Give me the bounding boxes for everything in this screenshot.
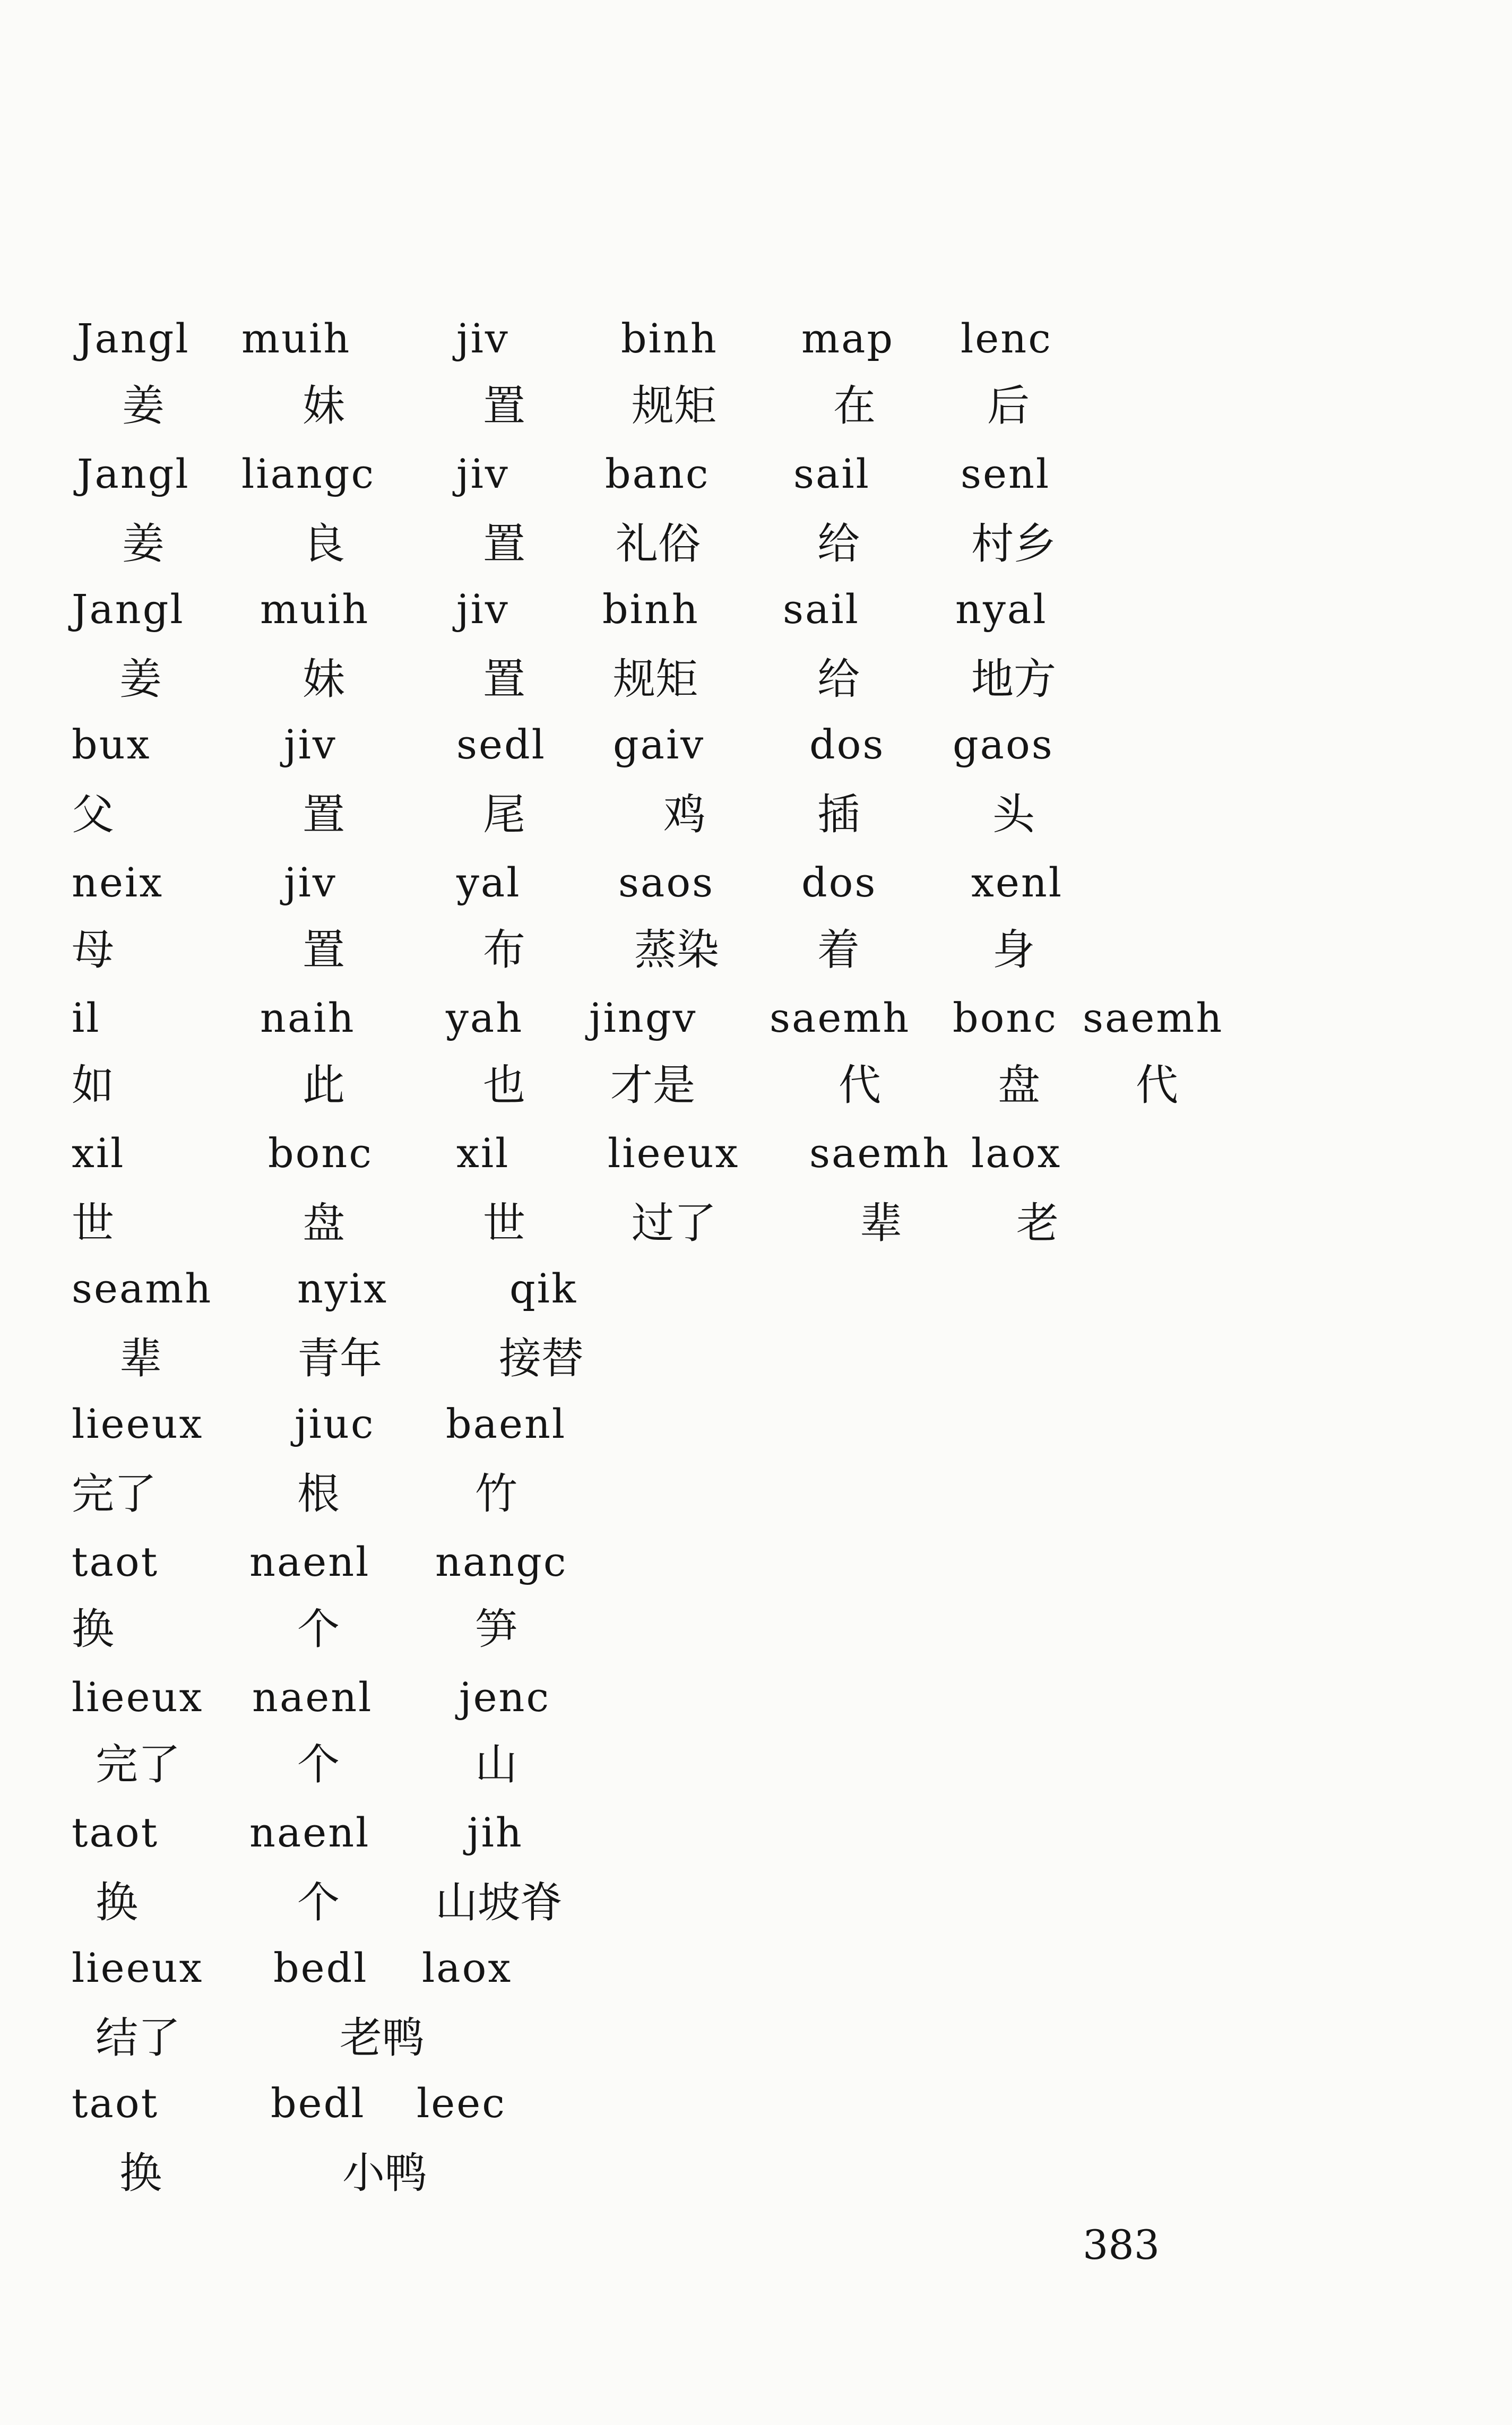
dong-word: nyal <box>955 585 1048 633</box>
chinese-gloss-word: 着 <box>817 925 860 974</box>
dong-word: lieeux <box>72 1673 204 1721</box>
dong-word: baenl <box>446 1400 567 1447</box>
dong-text-line <box>0 1400 1512 1462</box>
chinese-gloss-line <box>0 2013 1512 2075</box>
dong-word: neix <box>72 859 164 906</box>
chinese-gloss-word: 如 <box>72 1060 114 1110</box>
chinese-gloss-word: 换 <box>119 2148 162 2198</box>
chinese-gloss-word: 根 <box>297 1469 340 1518</box>
chinese-gloss-word: 村乡 <box>971 519 1056 568</box>
chinese-gloss-word: 置 <box>303 925 345 974</box>
dong-word: senl <box>961 450 1051 497</box>
chinese-gloss-word: 个 <box>297 1878 340 1927</box>
dong-word: lenc <box>961 315 1052 362</box>
chinese-gloss-word: 布 <box>483 925 525 974</box>
chinese-gloss-line <box>0 2148 1512 2211</box>
dong-word: jiv <box>284 859 337 906</box>
chinese-gloss-word: 规矩 <box>632 381 716 430</box>
chinese-gloss-word: 结了 <box>96 2013 180 2062</box>
dong-word: bedl <box>271 2079 366 2127</box>
chinese-gloss-word: 接替 <box>499 1334 584 1383</box>
dong-text-line <box>0 1673 1512 1736</box>
dong-text-line <box>0 994 1512 1056</box>
chinese-gloss-word: 也 <box>483 1060 525 1110</box>
chinese-gloss-word: 山 <box>475 1740 517 1789</box>
chinese-gloss-line <box>0 1740 1512 1802</box>
dong-word: saemh <box>770 994 911 1041</box>
dong-word: jih <box>467 1809 523 1856</box>
chinese-gloss-word: 头 <box>992 790 1035 839</box>
dong-word: muih <box>260 585 370 633</box>
dong-word: Jangl <box>72 585 185 633</box>
dong-text-line <box>0 859 1512 921</box>
chinese-gloss-line <box>0 519 1512 581</box>
chinese-gloss-line <box>0 1604 1512 1667</box>
dong-word: xil <box>72 1129 125 1177</box>
dong-word: taot <box>72 1538 159 1585</box>
dong-word: naenl <box>249 1809 370 1856</box>
dong-text-line <box>0 1944 1512 2006</box>
dong-word: il <box>72 994 101 1041</box>
chinese-gloss-word: 才是 <box>610 1060 695 1110</box>
chinese-gloss-word: 妹 <box>303 654 345 704</box>
chinese-gloss-word: 代 <box>839 1060 881 1110</box>
chinese-gloss-word: 父 <box>72 790 114 839</box>
chinese-gloss-line <box>0 381 1512 443</box>
dong-word: jiuc <box>295 1400 375 1447</box>
dong-word: saemh <box>1083 994 1224 1041</box>
dong-word: naenl <box>249 1538 370 1585</box>
chinese-gloss-word: 换 <box>72 1604 114 1654</box>
chinese-gloss-word: 礼俗 <box>616 519 701 568</box>
dong-text-line <box>0 1538 1512 1600</box>
dong-word: lieeux <box>72 1944 204 1991</box>
dong-text-line <box>0 721 1512 783</box>
chinese-gloss-line <box>0 1878 1512 1940</box>
chinese-gloss-word: 姜 <box>122 519 165 568</box>
dong-word: saemh <box>809 1129 951 1177</box>
chinese-gloss-word: 辈 <box>860 1198 902 1248</box>
dong-word: yal <box>456 859 521 906</box>
chinese-gloss-word: 鸡 <box>663 790 706 839</box>
chinese-gloss-word: 置 <box>303 790 345 839</box>
chinese-gloss-word: 世 <box>72 1198 114 1248</box>
dong-text-line <box>0 585 1512 648</box>
chinese-gloss-word: 尾 <box>483 790 525 839</box>
chinese-gloss-word: 盘 <box>998 1060 1040 1110</box>
dong-word: sail <box>793 450 870 497</box>
dong-word: binh <box>602 585 699 633</box>
dong-word: Jangl <box>77 450 190 497</box>
chinese-gloss-word: 良 <box>303 519 345 568</box>
chinese-gloss-word: 老鸭 <box>340 2013 425 2062</box>
dong-word: naih <box>260 994 356 1041</box>
chinese-gloss-word: 完了 <box>72 1469 157 1518</box>
dong-text-line <box>0 1265 1512 1327</box>
dong-word: muih <box>241 315 351 362</box>
dong-word: naenl <box>252 1673 373 1721</box>
chinese-gloss-line <box>0 1334 1512 1396</box>
dong-text-line <box>0 2079 1512 2142</box>
chinese-gloss-word: 此 <box>303 1060 345 1110</box>
chinese-gloss-word: 完了 <box>96 1740 180 1789</box>
chinese-gloss-word: 换 <box>96 1878 138 1927</box>
chinese-gloss-line <box>0 654 1512 717</box>
dong-word: jingv <box>589 994 697 1041</box>
dong-word: bonc <box>268 1129 373 1177</box>
dong-word: gaiv <box>613 721 705 768</box>
chinese-gloss-word: 青年 <box>297 1334 382 1383</box>
chinese-gloss-line <box>0 1060 1512 1123</box>
dong-word: sail <box>783 585 860 633</box>
chinese-gloss-word: 小鸭 <box>342 2148 427 2198</box>
chinese-gloss-word: 盘 <box>303 1198 345 1248</box>
dong-word: lieeux <box>72 1400 204 1447</box>
dong-word: dos <box>809 721 885 768</box>
chinese-gloss-word: 规矩 <box>613 654 698 704</box>
dong-word: taot <box>72 1809 159 1856</box>
dong-word: gaos <box>953 721 1054 768</box>
dong-word: sedl <box>456 721 546 768</box>
chinese-gloss-word: 给 <box>817 654 860 704</box>
dong-word: Jangl <box>77 315 190 362</box>
chinese-gloss-word: 代 <box>1136 1060 1178 1110</box>
chinese-gloss-word: 身 <box>992 925 1035 974</box>
chinese-gloss-word: 在 <box>833 381 876 430</box>
dong-word: lieeux <box>608 1129 740 1177</box>
chinese-gloss-word: 地方 <box>971 654 1056 704</box>
dong-word: xil <box>456 1129 510 1177</box>
dong-word: bonc <box>953 994 1058 1041</box>
chinese-gloss-word: 老 <box>1016 1198 1059 1248</box>
dong-word: bux <box>72 721 151 768</box>
dong-word: liangc <box>241 450 376 497</box>
chinese-gloss-word: 妹 <box>303 381 345 430</box>
dong-word: jiv <box>456 315 509 362</box>
chinese-gloss-word: 辈 <box>119 1334 162 1383</box>
dong-word: jiv <box>284 721 337 768</box>
chinese-gloss-word: 给 <box>817 519 860 568</box>
dong-word: xenl <box>971 859 1064 906</box>
dong-text-line <box>0 315 1512 377</box>
dong-word: jiv <box>456 585 509 633</box>
chinese-gloss-word: 姜 <box>122 381 165 430</box>
dong-word: taot <box>72 2079 159 2127</box>
dong-word: laox <box>971 1129 1062 1177</box>
chinese-gloss-word: 个 <box>297 1604 340 1654</box>
dong-word: bedl <box>273 1944 368 1991</box>
chinese-gloss-word: 置 <box>483 381 525 430</box>
dong-word: nyix <box>297 1265 388 1312</box>
chinese-gloss-word: 后 <box>987 381 1030 430</box>
dong-word: seamh <box>72 1265 213 1312</box>
chinese-gloss-line <box>0 925 1512 987</box>
chinese-gloss-word: 竹 <box>475 1469 517 1518</box>
chinese-gloss-word: 姜 <box>119 654 162 704</box>
chinese-gloss-word: 母 <box>72 925 114 974</box>
dong-word: leec <box>417 2079 506 2127</box>
dong-word: map <box>801 315 895 362</box>
dong-word: banc <box>605 450 710 497</box>
chinese-gloss-word: 过了 <box>632 1198 716 1248</box>
dong-text-line <box>0 1129 1512 1192</box>
dong-text-line <box>0 1809 1512 1871</box>
chinese-gloss-word: 山坡脊 <box>435 1878 563 1927</box>
chinese-gloss-line <box>0 1469 1512 1531</box>
chinese-gloss-word: 置 <box>483 519 525 568</box>
chinese-gloss-word: 世 <box>483 1198 525 1248</box>
chinese-gloss-word: 插 <box>817 790 860 839</box>
chinese-gloss-line <box>0 790 1512 852</box>
chinese-gloss-word: 蒸染 <box>634 925 719 974</box>
chinese-gloss-word: 置 <box>483 654 525 704</box>
dong-word: nangc <box>435 1538 568 1585</box>
chinese-gloss-word: 个 <box>297 1740 340 1789</box>
dong-word: yah <box>446 994 524 1041</box>
chinese-gloss-line <box>0 1198 1512 1261</box>
dong-word: saos <box>618 859 715 906</box>
dong-word: dos <box>801 859 877 906</box>
dong-text-line <box>0 450 1512 512</box>
dong-word: laox <box>422 1944 513 1991</box>
dong-word: jiv <box>456 450 509 497</box>
page-number: 383 <box>1083 2221 1160 2268</box>
dong-word: binh <box>621 315 718 362</box>
chinese-gloss-word: 笋 <box>475 1604 517 1654</box>
dong-word: jenc <box>459 1673 551 1721</box>
dong-word: qik <box>509 1265 578 1312</box>
